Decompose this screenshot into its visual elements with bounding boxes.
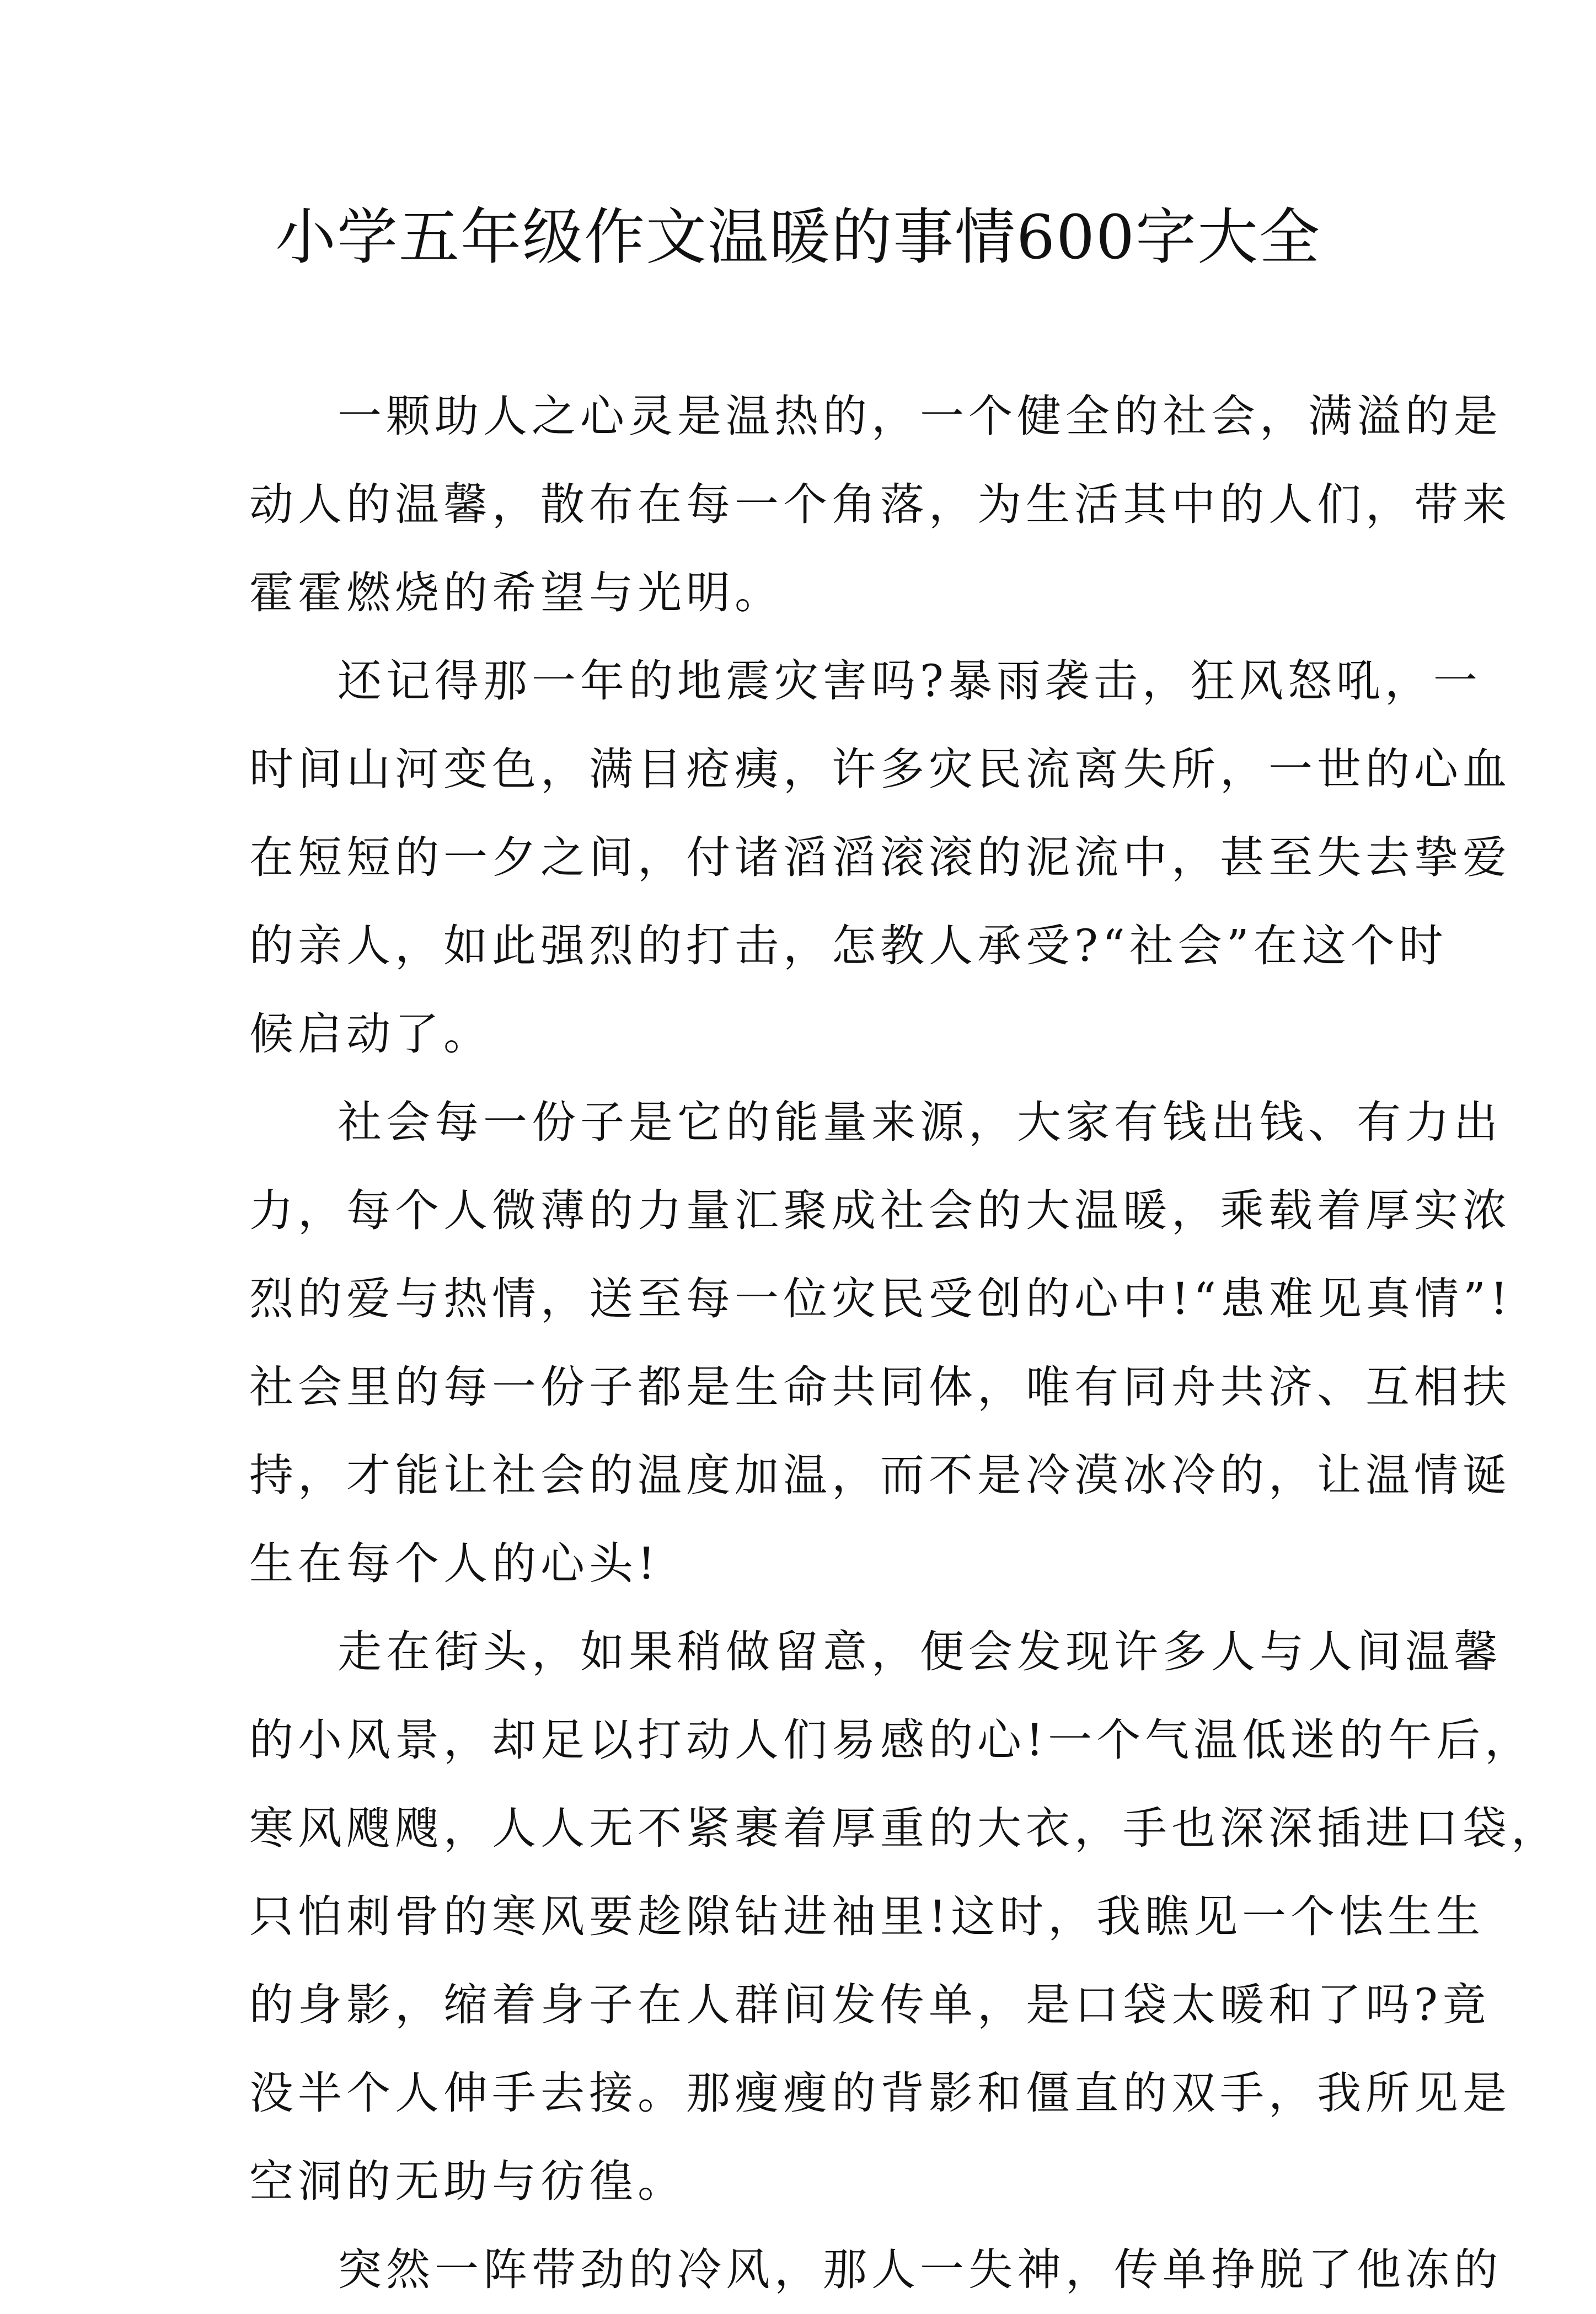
text-line: 力，每个人微薄的力量汇聚成社会的大温暖，乘载着厚实浓 bbox=[249, 1185, 1511, 1236]
text-line: 的小风景，却足以打动人们易感的心!一个气温低迷的午后， bbox=[249, 1714, 1534, 1766]
document-title: 小学五年级作文温暖的事情600字大全 bbox=[275, 202, 1321, 272]
text-line: 突然一阵带劲的冷风，那人一失神，传单挣脱了他冻的 bbox=[338, 2244, 1502, 2295]
text-line: 烈的爱与热情，送至每一位灾民受创的心中!“患难见真情”! bbox=[249, 1273, 1513, 1324]
text-line: 只怕刺骨的寒风要趁隙钻进袖里!这时，我瞧见一个怯生生 bbox=[249, 1891, 1485, 1942]
document-body bbox=[249, 372, 1560, 2314]
text-line: 霍霍燃烧的希望与光明。 bbox=[249, 567, 783, 618]
text-line: 还记得那一年的地震灾害吗?暴雨袭击，狂风怒吼，一 bbox=[338, 655, 1482, 707]
text-line: 社会里的每一份子都是生命共同体，唯有同舟共济、互相扶 bbox=[249, 1361, 1511, 1413]
text-line: 空洞的无助与彷徨。 bbox=[249, 2156, 686, 2207]
text-line: 社会每一份子是它的能量来源，大家有钱出钱、有力出 bbox=[338, 1097, 1502, 1148]
text-line: 一颗助人之心灵是温热的，一个健全的社会，满溢的是 bbox=[338, 391, 1502, 442]
text-line: 走在街头，如果稍做留意，便会发现许多人与人间温馨 bbox=[338, 1626, 1502, 1677]
text-line: 时间山河变色，满目疮痍，许多灾民流离失所，一世的心血 bbox=[249, 744, 1511, 795]
text-line: 生在每个人的心头! bbox=[249, 1538, 660, 1589]
text-line: 动人的温馨，散布在每一个角落，为生活其中的人们，带来 bbox=[249, 479, 1511, 530]
text-line: 候启动了。 bbox=[249, 1008, 492, 1060]
text-line: 的身影，缩着身子在人群间发传单，是口袋太暖和了吗?竟 bbox=[249, 1979, 1491, 2030]
text-line: 在短短的一夕之间，付诸滔滔滚滚的泥流中，甚至失去挚爱 bbox=[249, 832, 1511, 883]
text-line: 寒风飕飕，人人无不紧裹着厚重的大衣，手也深深插进口袋， bbox=[249, 1803, 1560, 1854]
text-line: 没半个人伸手去接。那瘦瘦的背影和僵直的双手，我所见是 bbox=[249, 2067, 1511, 2119]
text-line: 持，才能让社会的温度加温，而不是冷漠冰冷的，让温情诞 bbox=[249, 1450, 1511, 1501]
text-line: 的亲人，如此强烈的打击，怎教人承受?“社会”在这个时 bbox=[249, 920, 1448, 971]
